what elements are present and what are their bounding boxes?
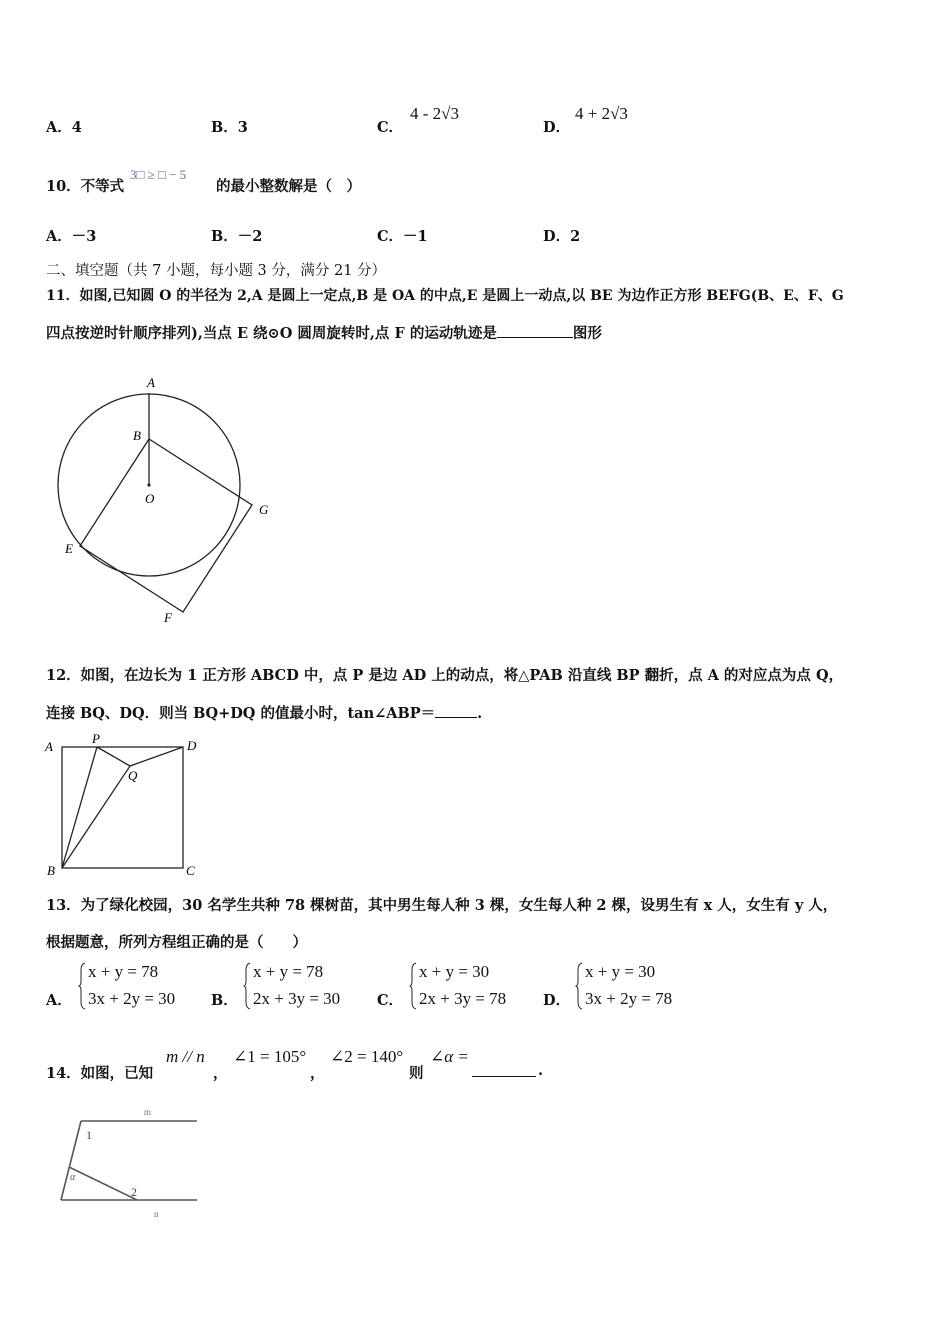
q14-end: . xyxy=(538,1062,544,1079)
q9-option-b[interactable]: B．3 xyxy=(211,119,248,136)
q10-option-c[interactable]: C．－1 xyxy=(377,228,428,245)
q14-answer-blank[interactable] xyxy=(472,1062,536,1077)
q11-answer-blank[interactable] xyxy=(497,337,573,338)
q14-label-m: m xyxy=(144,1107,152,1117)
q13-option-c-label[interactable]: C． xyxy=(377,992,404,1009)
q13-option-d-label[interactable]: D． xyxy=(543,992,571,1009)
q12-segment-bp xyxy=(62,747,97,868)
q13-option-d-eq2: 3x + 2y = 78 xyxy=(585,989,673,1008)
q14-transversal xyxy=(61,1121,81,1200)
q12-line2: 连接 BQ、DQ．则当 BQ+DQ 的值最小时，tan∠ABP＝ . xyxy=(46,705,483,722)
q12-label-q: Q xyxy=(128,768,138,783)
brace-icon xyxy=(409,962,417,1010)
q13-option-b-label[interactable]: B． xyxy=(211,992,238,1009)
q14-segment-to-2 xyxy=(69,1167,137,1200)
q11-line1: 11．如图,已知圆 O 的半径为 2,A 是圆上一定点,B 是 OA 的中点,E 是圆上一动点,以 BE 为边作正方形 BEFG(B、E、F、G xyxy=(46,288,844,304)
q9-option-d-expression: 4 + 2√3 xyxy=(575,104,628,123)
q14-label-n: n xyxy=(154,1209,159,1219)
q14-sep1: ， xyxy=(213,1065,228,1082)
q9-option-c-expression: 4 - 2√3 xyxy=(410,104,459,123)
q14-ask: ∠α = xyxy=(430,1047,469,1066)
q11-point-o xyxy=(147,483,150,486)
brace-icon xyxy=(243,962,251,1010)
q13-line1: 13．为了绿化校园，30 名学生共种 78 棵树苗，其中男生每人种 3 棵，女生每人种 2 棵，设男生有 x 人，女生有 y 人， xyxy=(46,897,838,914)
q14-sep2: ， xyxy=(310,1065,325,1082)
q9-option-c[interactable]: C． xyxy=(377,119,404,136)
brace-icon xyxy=(575,962,583,1010)
q12-label-a: A xyxy=(45,739,53,754)
q13-option-b-eq2: 2x + 3y = 30 xyxy=(253,989,341,1008)
q13-option-d-eq1: x + y = 30 xyxy=(585,962,656,981)
q11-square-befg xyxy=(80,439,252,612)
q12-segment-pq xyxy=(97,747,130,766)
q11-label-f: F xyxy=(164,610,172,625)
q11-label-g: G xyxy=(259,502,269,517)
q13-option-a-eq2: 3x + 2y = 30 xyxy=(88,989,176,1008)
q12-answer-blank[interactable] xyxy=(435,717,477,718)
q12-label-b: B xyxy=(47,863,55,877)
q14-then: 则 xyxy=(409,1065,424,1082)
q12-label-c: C xyxy=(186,863,195,877)
q12-figure xyxy=(40,732,210,877)
q14-label-alpha: α xyxy=(70,1172,76,1183)
brace-icon xyxy=(78,962,86,1010)
q14-prefix: 14．如图，已知 xyxy=(46,1065,154,1082)
q9-option-d[interactable]: D． xyxy=(543,119,571,136)
q11-figure xyxy=(45,370,285,635)
q14-cond-angle1: ∠1 = 105° xyxy=(233,1047,307,1066)
q11-label-o: O xyxy=(145,491,155,506)
q14-label-1: 1 xyxy=(86,1128,92,1142)
q11-line2: 四点按逆时针顺序排列),当点 E 绕⊙O 圆周旋转时,点 F 的运动轨迹是 图形 xyxy=(46,325,602,342)
q10-option-a[interactable]: A．－3 xyxy=(46,228,97,245)
q9-option-a[interactable]: A．4 xyxy=(46,119,82,136)
q12-label-d: D xyxy=(187,738,197,753)
q14-label-2: 2 xyxy=(131,1185,137,1199)
q14-figure xyxy=(55,1105,205,1225)
q13-line2: 根据题意，所列方程组正确的是（ ） xyxy=(46,934,307,951)
q12-label-p: P xyxy=(92,732,100,746)
q10-suffix: 的最小整数解是（ ） xyxy=(216,178,361,195)
q13-option-c-eq2: 2x + 3y = 78 xyxy=(419,989,507,1008)
q11-label-e: E xyxy=(65,541,73,556)
q12-segment-dq xyxy=(130,747,183,766)
q10-option-d[interactable]: D．2 xyxy=(543,228,581,245)
q14-cond-parallel: m // n xyxy=(166,1047,205,1066)
q13-option-a-eq1: x + y = 78 xyxy=(88,962,159,981)
q11-label-b: B xyxy=(133,428,141,443)
q10-prefix: 10．不等式 xyxy=(46,178,125,195)
q12-line1: 12．如图，在边长为 1 正方形 ABCD 中，点 P 是边 AD 上的动点，将△PAB 沿直线 BP 翻折，点 A 的对应点为点 Q， xyxy=(46,667,844,684)
q13-option-c-eq1: x + y = 30 xyxy=(419,962,490,981)
q13-option-b-eq1: x + y = 78 xyxy=(253,962,324,981)
section-heading-fill-in: 二、填空题（共 7 小题，每小题 3 分，满分 21 分） xyxy=(46,263,387,279)
q11-label-a: A xyxy=(147,375,155,390)
q12-segment-bq xyxy=(62,766,130,868)
q10-option-b[interactable]: B．－2 xyxy=(211,228,263,245)
q13-option-a-label[interactable]: A． xyxy=(46,992,72,1009)
q10-inequality: 3□ ≥ □ − 5 xyxy=(130,167,187,182)
q14-cond-angle2: ∠2 = 140° xyxy=(330,1047,404,1066)
